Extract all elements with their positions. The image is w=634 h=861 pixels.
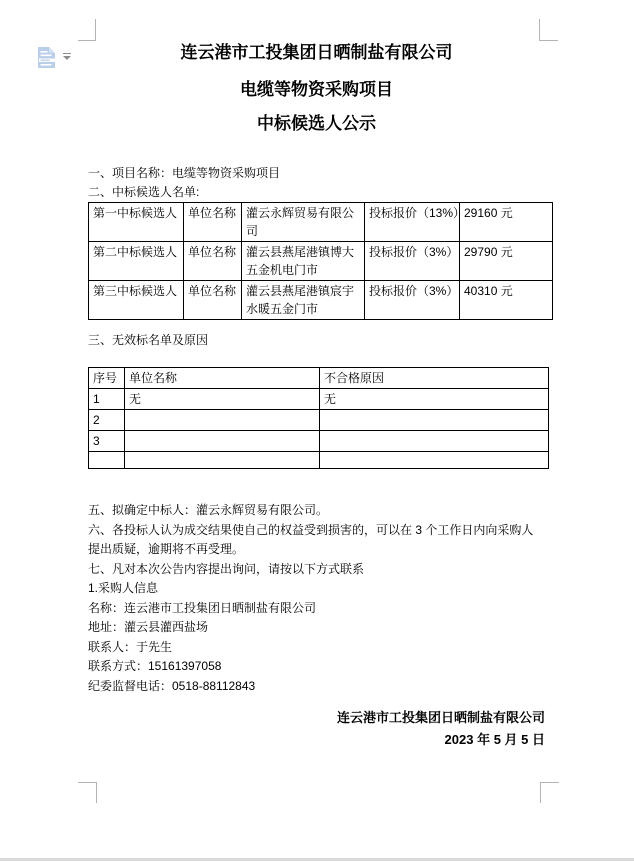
signature-company: 连云港市工投集团日晒制盐有限公司 [336, 710, 545, 725]
signature-date: 2023 年 5 月 5 日 [444, 732, 545, 747]
header-reason: 不合格原因 [320, 368, 549, 389]
invalid-bids-table [88, 367, 549, 469]
document-body [0, 40, 634, 751]
bid-label-cell: 投标报价（3%） [365, 281, 460, 320]
bid-label-cell: 投标报价（13%） [365, 203, 460, 242]
bid-label-cell: 投标报价（3%） [365, 242, 460, 281]
header-serial: 序号 [89, 368, 125, 389]
buyer-contact-person-line: 联系人：于先生 [88, 639, 173, 654]
bid-amount-cell: 40310 元 [460, 281, 553, 320]
section-1-project-name: 一、项目名称：电缆等物资采购项目 [88, 166, 281, 180]
header-company: 单位名称 [125, 368, 320, 389]
reason-cell [320, 431, 549, 452]
serial-cell [89, 452, 125, 469]
company-cell [125, 410, 320, 431]
candidate-rank-cell: 第二中标候选人 [89, 242, 184, 281]
table-row [89, 203, 553, 242]
company-cell [125, 431, 320, 452]
reason-cell: 无 [320, 389, 549, 410]
company-name-cell: 灌云县燕尾港镇博大五金机电门市 [242, 242, 365, 281]
field-label-cell: 单位名称 [184, 281, 242, 320]
section-3-invalid-heading: 三、无效标名单及原因 [88, 333, 209, 347]
serial-cell: 1 [89, 389, 125, 410]
buyer-info-heading: 1.采购人信息 [88, 581, 159, 595]
table-row [89, 452, 549, 469]
buyer-name-line: 名称：连云港市工投集团日晒制盐有限公司 [88, 600, 317, 615]
table-row [89, 431, 549, 452]
doc-title-project: 电缆等物资采购项目 [240, 80, 393, 99]
buyer-address-line: 地址：灌云县灌西盐场 [88, 620, 209, 634]
section-7-contact-notice: 七、凡对本次公告内容提出询问，请按以下方式联系 [88, 561, 365, 576]
margin-crop-mark-bottom-left [78, 782, 97, 803]
company-cell [125, 452, 320, 469]
reason-cell [320, 410, 549, 431]
section-2-candidates-heading: 二、中标候选人名单: [88, 185, 200, 199]
doc-title-company: 连云港市工投集团日晒制盐有限公司 [180, 43, 453, 62]
table-row [89, 410, 549, 431]
candidate-rank-cell: 第三中标候选人 [89, 281, 184, 320]
bid-amount-cell: 29160 元 [460, 203, 553, 242]
field-label-cell: 单位名称 [184, 203, 242, 242]
margin-crop-mark-top-right [539, 19, 558, 41]
section-6-objection-notice: 六、各投标人认为成交结果使自己的权益受到损害的，可以在 3 个工作日内向采购人提出质疑，逾期将不再受理。 [88, 522, 534, 556]
reason-cell [320, 452, 549, 469]
bid-amount-cell: 29790 元 [460, 242, 553, 281]
table-row [89, 389, 549, 410]
serial-cell: 3 [89, 431, 125, 452]
company-name-cell: 灌云永辉贸易有限公司 [242, 203, 365, 242]
margin-crop-mark-top-left [78, 19, 96, 41]
field-label-cell: 单位名称 [184, 242, 242, 281]
table-header-row [89, 368, 549, 389]
serial-cell: 2 [89, 410, 125, 431]
candidate-rank-cell: 第一中标候选人 [89, 203, 184, 242]
candidates-table [88, 202, 553, 320]
supervision-phone-line: 纪委监督电话：0518-88112843 [88, 678, 256, 693]
margin-crop-mark-bottom-right [540, 782, 559, 803]
section-5-proposed-winner: 五、拟确定中标人：灌云永辉贸易有限公司。 [88, 503, 329, 517]
company-name-cell: 灌云县燕尾港镇宸宇水暖五金门市 [242, 281, 365, 320]
signature-block [88, 707, 545, 751]
table-row [89, 281, 553, 320]
company-cell: 无 [125, 389, 320, 410]
table-row [89, 242, 553, 281]
doc-title-announcement: 中标候选人公示 [257, 114, 376, 133]
buyer-phone-line: 联系方式：15161397058 [88, 659, 222, 673]
